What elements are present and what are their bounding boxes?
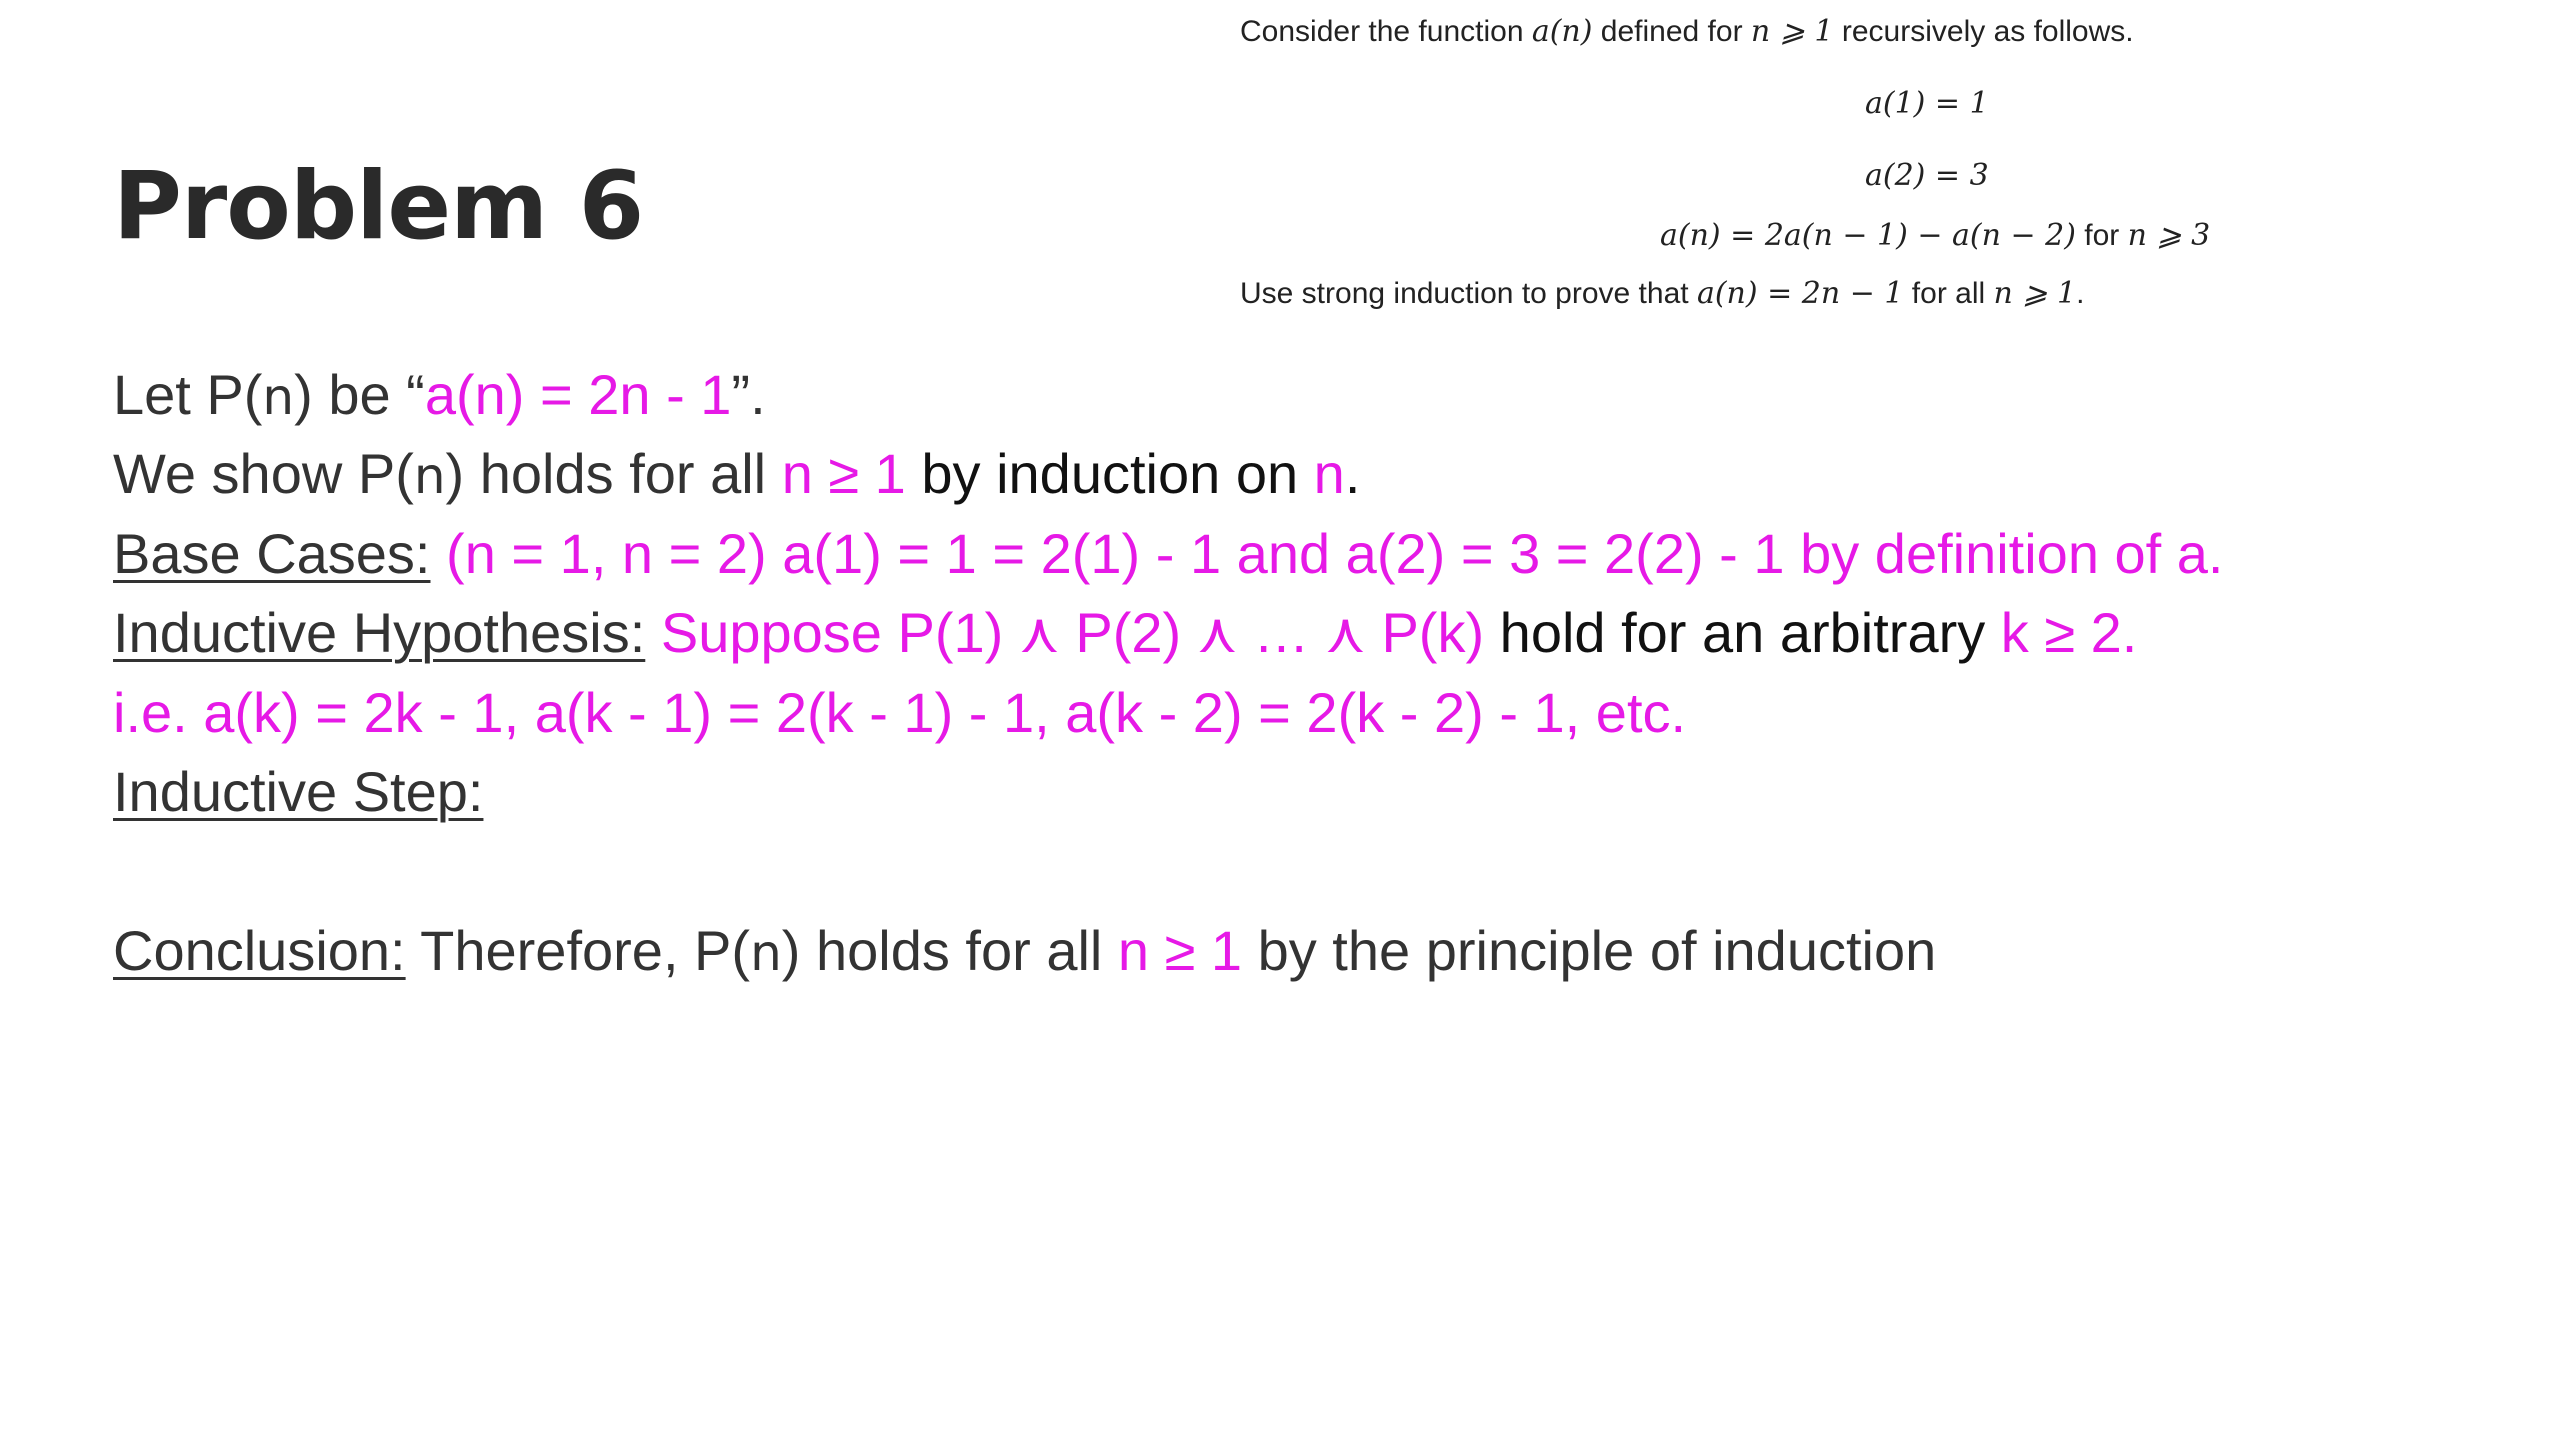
problem-task (1240, 276, 2084, 311)
equation-a2 (1865, 158, 1989, 193)
proof-line-conclusion (113, 918, 1936, 983)
intro-text-3: recursively as follows. (1833, 15, 2134, 48)
outro-text-1: Use strong induction to prove that (1240, 277, 1697, 310)
equation-recurrence (1660, 218, 2210, 253)
proof-line-ie (113, 680, 1686, 745)
ih-text: hold for an arbitrary (1484, 601, 2001, 664)
l1-prefix: Let P( (113, 363, 263, 426)
conclusion-text-1: Therefore, P( (405, 919, 751, 982)
intro-text-1: Consider the function (1240, 15, 1532, 48)
l1-var: n (262, 368, 295, 426)
l2-mid: ) holds for all (445, 442, 782, 505)
inductive-step-label: Inductive Step: (113, 760, 484, 823)
recurrence-text: for (2075, 219, 2128, 252)
proof-line-claim (113, 441, 1360, 506)
conclusion-range: n ≥ 1 (1117, 919, 1243, 982)
outro-math-1: a(n) = 2n − 1 (1696, 276, 1904, 311)
l2-var: n (413, 447, 446, 505)
problem-statement (1240, 10, 2320, 320)
outro-text-2: for all (1903, 277, 1994, 310)
intro-math-2: n ⩾ 1 (1750, 14, 1834, 49)
outro-math-2: n ⩾ 1 (1993, 276, 2077, 311)
recurrence-math: a(n) = 2a(n − 1) − a(n − 2) (1660, 218, 2076, 253)
conclusion-text-3: by the principle of induction (1242, 919, 1937, 982)
intro-math-1: a(n) (1531, 14, 1593, 49)
base-cases-text: (n = 1, n = 2) a(1) = 1 = 2(1) - 1 and a(2) = 3 = 2(2) - 1 by definition of a. (430, 522, 2224, 585)
ih-range: k ≥ 2. (2000, 601, 2138, 664)
l2-suffix: . (1344, 442, 1361, 505)
base-cases-label: Base Cases: (113, 522, 431, 585)
intro-text-2: defined for (1592, 15, 1751, 48)
page-title: Problem 6 (113, 152, 644, 261)
conclusion-label: Conclusion: (113, 919, 406, 982)
proof-line-base-cases (113, 521, 2223, 586)
l1-formula: a(n) = 2n - 1 (424, 363, 732, 426)
equation-a1 (1865, 86, 1989, 121)
recurrence-condition: n ⩾ 3 (2127, 218, 2211, 253)
l2-prefix: We show P( (113, 442, 414, 505)
equation-a1-text: a(1) = 1 (1865, 86, 1989, 121)
proof-line-inductive-hypothesis (113, 600, 2137, 666)
l2-var2: n (1313, 442, 1345, 505)
inductive-hypothesis-label: Inductive Hypothesis: (113, 601, 646, 664)
ie-text: i.e. a(k) = 2k - 1, a(k - 1) = 2(k - 1) - 1, a(k - 2) = 2(k - 2) - 1, etc. (113, 681, 1687, 744)
l1-suffix: ”. (731, 363, 766, 426)
l2-text: by induction on (905, 442, 1314, 505)
proof-line-predicate (113, 362, 766, 427)
proof-line-inductive-step (113, 759, 483, 824)
equation-a2-text: a(2) = 3 (1865, 158, 1989, 193)
problem-intro (1240, 14, 2134, 49)
l1-mid: ) be “ (294, 363, 425, 426)
ih-assumption: Suppose P(1) ⋏ P(2) ⋏ … ⋏ P(k) (645, 601, 1485, 664)
conclusion-text-2: ) holds for all (781, 919, 1118, 982)
outro-text-3: . (2076, 277, 2085, 310)
l2-range: n ≥ 1 (781, 442, 906, 505)
conclusion-var: n (750, 924, 782, 982)
